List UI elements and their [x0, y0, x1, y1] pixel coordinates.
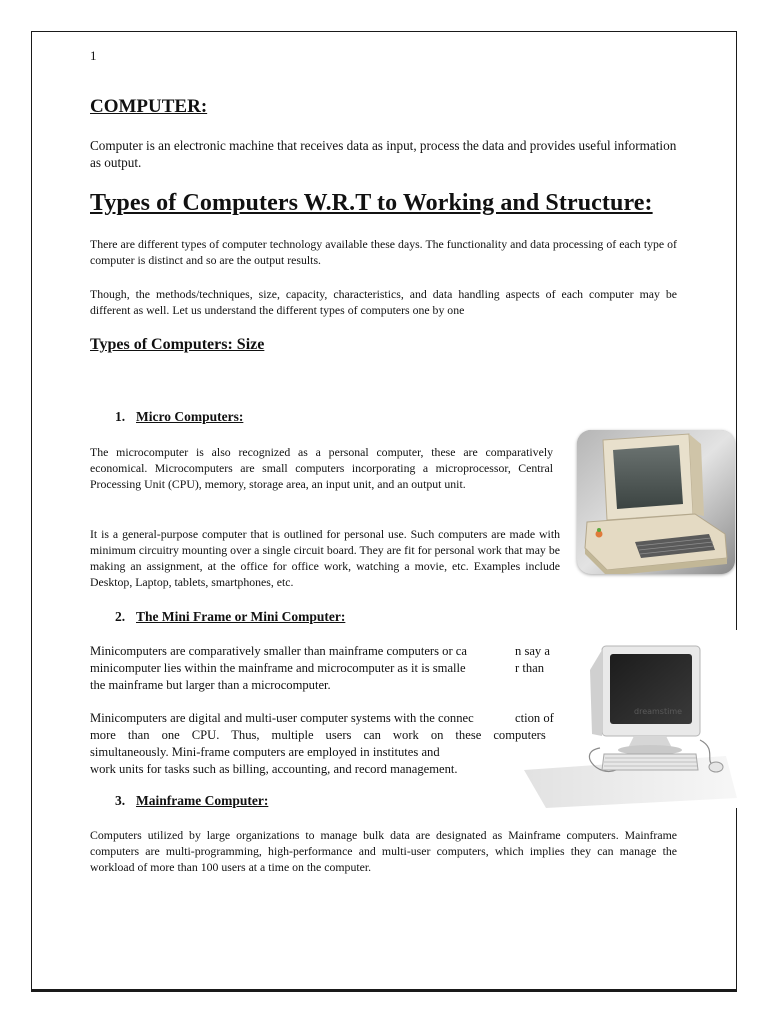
text-line: the mainframe but larger than a microcomputer.: [90, 678, 331, 692]
text-fragment: puters: [515, 728, 546, 742]
text-line: more than one CPU. Thus, multiple users can work on these com: [90, 728, 515, 742]
text-fragment: ction of: [515, 711, 554, 725]
text-line: simultaneously. Mini-frame computers are employed in institutes and: [90, 745, 440, 759]
mini-paragraph-1: [90, 643, 515, 694]
section-title: Micro Computers:: [136, 409, 244, 424]
text-line: work units for tasks such as billing, accounting, and record management.: [90, 762, 458, 776]
heading-computer: COMPUTER:: [90, 96, 208, 117]
heading-types-by-size: Types of Computers: Size: [90, 336, 265, 353]
section-heading-mini: [115, 609, 345, 625]
mini-paragraph-1-overflow: [515, 643, 550, 677]
text-fragment: n say a: [515, 644, 550, 658]
mini-paragraph-2-overflow: [515, 710, 554, 744]
heading-types-of-computers: Types of Computers W.R.T to Working and Structure:: [90, 190, 653, 216]
intro-paragraph-1: There are different types of computer technology available these days. The functionality and data processing of each type of computer is distinct and so are the output results.: [90, 237, 677, 267]
text-line: minicomputer lies within the mainframe and microcomputer as it is smalle: [90, 661, 466, 675]
computer-definition: Computer is an electronic machine that receives data as input, process the data and provides useful information as output.: [90, 138, 677, 170]
text-fragment: r than: [515, 661, 545, 675]
micro-paragraph-2: It is a general-purpose computer that is outlined for personal use. Such computers are made with minimum circuitry mounting over a single circuit board. They are fit for personal work that may be making an assignment, at the office for office work, watching a movie, etc. Examples include Desktop, Laptop, tablets, smartphones, etc.: [90, 527, 560, 589]
section-number: 3.: [115, 793, 126, 808]
section-heading-micro: [115, 409, 243, 425]
section-number: 2.: [115, 609, 126, 624]
page-number: 1: [90, 48, 97, 63]
section-number: 1.: [115, 409, 126, 424]
text-line: Minicomputers are digital and multi-user computer systems with the connec: [90, 711, 474, 725]
micro-computer-image: [577, 430, 735, 574]
intro-paragraph-2: Though, the methods/techniques, size, capacity, characteristics, and data handling aspects of each computer may be different as well. Let us understand the different types of computers one by one: [90, 287, 677, 317]
section-title: The Mini Frame or Mini Computer:: [136, 609, 346, 624]
text-line: Minicomputers are comparatively smaller than mainframe computers or ca: [90, 644, 467, 658]
section-title: Mainframe Computer:: [136, 793, 269, 808]
mini-paragraph-2: [90, 710, 515, 778]
micro-paragraph-1: The microcomputer is also recognized as a personal computer, these are comparatively economical. Microcomputers are small computers incorporating a microprocessor, Central Processing Unit (CPU), memory, storage area, an input unit, and an output unit.: [90, 445, 553, 491]
section-heading-mainframe: [115, 793, 268, 809]
mini-image-watermark: dreamstime: [634, 707, 683, 716]
mainframe-paragraph: Computers utilized by large organizations to manage bulk data are designated as Mainframe computers. Mainframe computers are multi-programming, high-performance and multi-user computers, which implies they can manage the workload of more than 100 users at a time on the computer.: [90, 828, 677, 874]
vintage-desktop-computer-illustration: [577, 430, 735, 574]
